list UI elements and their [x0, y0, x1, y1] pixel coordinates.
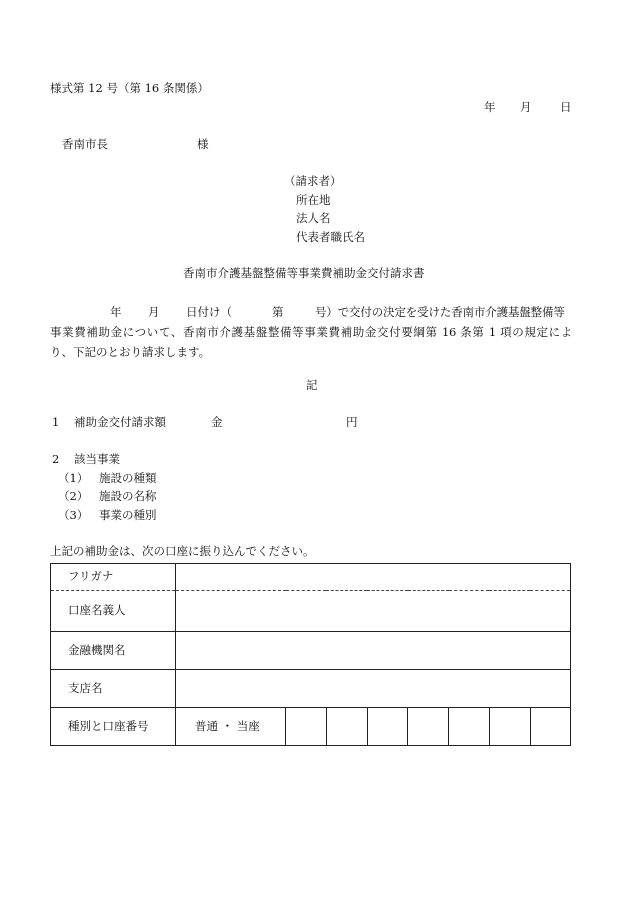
date-year: 年 — [484, 100, 496, 114]
item2-sub-3-label: 事業の種別 — [99, 508, 157, 522]
account-digit-cell[interactable] — [449, 708, 490, 746]
furigana-label: フリガナ — [51, 564, 176, 591]
body-line-1-rest: 号）で交付の決定を受けた香南市介護基盤整備等 — [315, 305, 565, 319]
branch-name-label: 支店名 — [51, 670, 176, 708]
item2-sub-2-label: 施設の名称 — [99, 489, 157, 503]
body-month: 月 — [148, 305, 160, 319]
item1-kin: 金 — [211, 415, 223, 429]
account-digit-cell[interactable] — [408, 708, 449, 746]
date-line — [0, 102, 630, 116]
furigana-row — [51, 564, 571, 591]
branch-name-row — [51, 670, 571, 708]
account-digit-cell[interactable] — [530, 708, 570, 746]
claimant-corp-label: 法人名 — [296, 211, 331, 225]
bank-name-label: 金融機関名 — [51, 632, 176, 670]
date-month: 月 — [520, 100, 532, 114]
account-digit-cell[interactable] — [286, 708, 327, 746]
bank-name-input-cell[interactable] — [176, 632, 571, 670]
item1-number: 1 — [52, 415, 60, 429]
item2-label: 該当事業 — [74, 452, 120, 466]
account-name-row — [51, 591, 571, 632]
form-number: 様式第 12 号（第 16 条関係） — [50, 81, 209, 95]
item2-sub-3-number: （3） — [58, 508, 89, 522]
furigana-input-cell[interactable] — [176, 564, 571, 591]
addressee-honorific: 様 — [197, 137, 209, 151]
account-name-label: 口座名義人 — [51, 591, 176, 632]
account-digit-cell[interactable] — [326, 708, 367, 746]
body-line-3: り、下記のとおり請求します。 — [50, 345, 211, 359]
body-date: 日付け（ — [186, 305, 232, 319]
body-line-2: 事業費補助金について、香南市介護基盤整備等事業費補助金交付要綱第 16 条第 1 項の規定によ — [50, 325, 572, 339]
item1-en: 円 — [346, 415, 358, 429]
item1-label: 補助金交付請求額 — [74, 415, 166, 429]
date-day: 日 — [560, 100, 572, 114]
account-type-options[interactable]: 普通 ・ 当座 — [176, 708, 286, 746]
branch-name-input-cell[interactable] — [176, 670, 571, 708]
bank-name-row — [51, 632, 571, 670]
item2-number: 2 — [52, 452, 60, 466]
account-digit-cell[interactable] — [367, 708, 408, 746]
account-digit-cell[interactable] — [489, 708, 530, 746]
claimant-address-label: 所在地 — [296, 193, 331, 207]
claimant-heading: （請求者） — [284, 174, 342, 188]
ki-mark: 記 — [306, 378, 318, 392]
account-name-input-cell[interactable] — [176, 591, 571, 632]
account-intro: 上記の補助金は、次の口座に振り込んでください。 — [50, 544, 315, 558]
addressee-name: 香南市長 — [62, 137, 108, 151]
body-no: 第 — [272, 305, 284, 319]
body-line-1 — [50, 302, 572, 322]
item2-sub-1-number: （1） — [58, 471, 89, 485]
item2-sub-1-label: 施設の種類 — [99, 471, 157, 485]
body-paragraph — [50, 302, 572, 362]
claimant-rep-label: 代表者職氏名 — [296, 230, 365, 244]
body-year: 年 — [110, 305, 122, 319]
item2-sub-2-number: （2） — [58, 489, 89, 503]
account-type-number-label: 種別と口座番号 — [51, 708, 176, 746]
account-type-number-row — [51, 708, 571, 746]
document-title: 香南市介護基盤整備等事業費補助金交付請求書 — [183, 266, 425, 280]
bank-account-table — [50, 563, 571, 746]
